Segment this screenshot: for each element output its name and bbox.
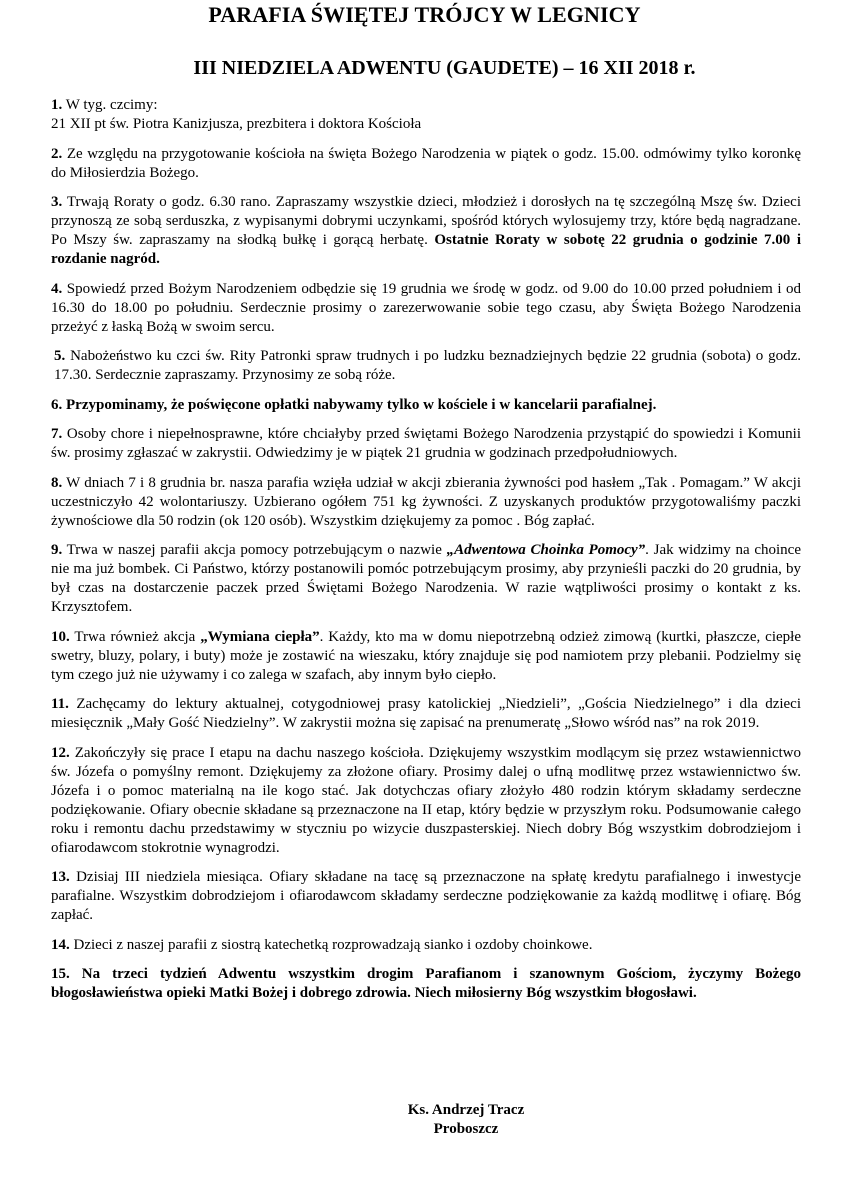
announcement-12 — [51, 744, 801, 858]
announcement-bold-text: „Wymiana ciepła” — [200, 628, 320, 645]
announcement-text: Osoby chore i niepełnosprawne, które chciałyby przed świętami Bożego Narodzenia przystąpić do spowiedzi i Komunii św. prosimy zgłaszać w zakrystii. Odwiedzimy je w piątek 21 grudnia w godzinach przedpołudniowych. — [51, 426, 801, 461]
announcement-4 — [51, 280, 801, 337]
announcement-number: 11. — [51, 696, 69, 712]
announcement-13 — [51, 868, 801, 925]
announcement-number: 4. — [51, 280, 63, 297]
announcement-text: Dzieci z naszej parafii z siostrą katechetką rozprowadzają sianko i ozdoby choinkowe. — [69, 936, 593, 953]
announcement-number: 3. — [51, 194, 63, 210]
announcement-text: Trwa również akcja — [69, 628, 201, 645]
announcement-8 — [51, 474, 801, 531]
announcement-text: W dniach 7 i 8 grudnia br. nasza parafia wzięła udział w akcji zbierania żywności pod hasłem „Tak . Pomagam.” W akcji uczestniczyło 42 wolontariuszy. Uzbierano ogółem 751 kg żywności. Z uzyskanych produktów przygotowaliśmy paczki żywnościowe dla 50 rodzin (ok 120 osób). Wszystkim dziękujemy za pomoc . Bóg zapłać. — [51, 474, 801, 529]
announcement-number: 13. — [51, 869, 70, 885]
announcement-text: . Jak widzimy na choince nie ma już bombek. Ci Państwo, którzy postanowili pomóc potrzebującym prosimy, aby przynieśli paczki do 20 grudnia, by był czas na dostarczenie paczek przed Świętami Bożego Narodzenia. W razie wątpliwości prosimy o kontakt z ks. Krzysztofem. — [51, 542, 801, 615]
signature-role: Proboszcz — [433, 1121, 499, 1137]
announcement-number: 10. — [51, 628, 70, 645]
announcement-number: 1. — [51, 97, 63, 113]
announcement-2 — [51, 145, 801, 183]
announcement-10 — [51, 628, 801, 685]
announcement-number: 2. — [51, 145, 63, 162]
announcement-6 — [51, 396, 801, 415]
signature-name: Ks. Andrzej Tracz — [407, 1102, 525, 1118]
announcement-number: 9. — [51, 542, 63, 558]
announcement-text: Nabożeństwo ku czci św. Rity Patronki spraw trudnych i po ludzku beznadziejnych będzie 22 grudnia (sobota) o godz. 17.30. Serdecznie zapraszamy. Przynosimy ze sobą róże. — [54, 348, 801, 383]
announcement-number: 7. — [51, 426, 63, 442]
announcement-number: 14. — [51, 936, 70, 953]
announcement-7 — [51, 425, 801, 463]
announcement-bold-text: Przypominamy, że poświęcone opłatki nabywamy tylko w kościele i w kancelarii parafialnej. — [62, 396, 657, 413]
announcement-text: Trwa w naszej parafii akcja pomocy potrzebującym o nazwie — [62, 542, 447, 558]
announcement-text: Trwają Roraty o godz. 6.30 rano. Zapraszamy wszystkie dzieci, młodzież i dorosłych na tę szczególną Mszę św. Dzieci przynoszą ze sobą serduszka, z wypisanymi dobrymi uczynkami, spośród których wylosujemy trzy, które będą nagradzane. Po Mszy św. zapraszamy na słodką bułkę i gorącą herbatę. — [51, 194, 801, 248]
announcement-bold-text: Na trzeci tydzień Adwentu wszystkim drogim Parafianom i szanownym Gościom, życzymy Bożego błogosławieństwa opieki Matki Bożej i dobrego zdrowia. Niech miłosierny Bóg wszystkim błogosławi. — [51, 966, 801, 1001]
page-title: PARAFIA ŚWIĘTEJ TRÓJCY W LEGNICY — [208, 2, 641, 27]
announcement-text: Ze względu na przygotowanie kościoła na święta Bożego Narodzenia w piątek o godz. 15.00. odmówimy tylko koronkę do Miłosierdzia Bożego. — [51, 145, 801, 181]
announcement-number: 6. — [51, 396, 63, 413]
announcement-number: 15. — [51, 966, 70, 982]
announcement-text: Zakończyły się prace I etapu na dachu naszego kościoła. Dziękujemy wszystkim modlącym się przez wstawiennictwo św. Józefa o pomyślny remont. Dziękujemy za złożone ofiary. Prosimy dalej o ufną modlitwę przez wstawiennictwo św. Józefa i o pomoc materialną na ile kogo stać. Jak dotychczas ofiary złożyło 480 rodzin którym składamy serdeczne podziękowanie. Ofiary obecnie składane są przeznaczone na II etap, który będzie w przyszłym roku. Podsumowanie całego roku i remontu dachu przedstawimy w styczniu po wizycie duszpasterskiej. Niech dobry Bóg wszystkim dobrodziejom i ofiarodawcom stokrotnie wynagrodzi. — [51, 744, 801, 856]
announcement-bold-italic-text: „Adwentowa Choinka Pomocy” — [446, 542, 646, 558]
announcement-14 — [51, 936, 801, 955]
announcement-3 — [51, 193, 801, 269]
announcement-bold-text: Ostatnie Roraty w sobotę 22 grudnia o godzinie 7.00 i rozdanie nagród. — [51, 232, 801, 267]
announcement-text: . Każdy, kto ma w domu niepotrzebną odzież zimową (kurtki, płaszcze, ciepłe swetry, bluzy, polary, i buty) może je zostawić na wieszaku, który znajduje się pod namiotem przy plebanii. Podzielmy się tym czego już nie używamy i co zalega w szafach, aby innym było ciepło. — [51, 628, 801, 683]
announcement-number: 5. — [54, 348, 66, 364]
signature-block — [396, 1101, 536, 1139]
announcement-text: Zachęcamy do lektury aktualnej, cotygodniowej prasy katolickiej „Niedzieli”, „Gościa Niedzielnego” i dla dzieci miesięcznik „Mały Gość Niedzielny”. W zakrystii można się zapisać na prenumeratę „Słowo wśród nas” na rok 2019. — [51, 696, 801, 731]
page-subtitle: III NIEDZIELA ADWENTU (GAUDETE) – 16 XII 2018 r. — [193, 57, 696, 79]
announcement-text: W tyg. czcimy: — [62, 97, 158, 113]
announcement-text: Dzisiaj III niedziela miesiąca. Ofiary składane na tacę są przeznaczone na spłatę kredytu parafialnego i inwestycje parafialne. Wszystkim dobrodziejom i ofiarodawcom składamy serdeczne podziękowanie za każdą modlitwę i ofiarę. Bóg zapłać. — [51, 869, 801, 923]
announcement-9 — [51, 541, 801, 617]
announcement-number: 8. — [51, 474, 63, 491]
announcement-15 — [51, 965, 801, 1003]
announcement-11 — [51, 695, 801, 733]
announcement-5 — [51, 347, 801, 385]
announcement-number: 12. — [51, 744, 70, 761]
announcement-1 — [51, 96, 801, 134]
announcement-text: Spowiedź przed Bożym Narodzeniem odbędzie się 19 grudnia we środę w godz. od 9.00 do 10.00 przed południem i od 16.30 do 18.00 po południu. Serdecznie prosimy o zarezerwowanie sobie tego czasu, aby Święta Bożego Narodzenia przeżyć z łaską Bożą w swoim sercu. — [51, 280, 801, 335]
announcement-text: 21 XII pt św. Piotra Kanizjusza, prezbitera i doktora Kościoła — [51, 116, 422, 132]
announcements-list — [51, 96, 801, 1014]
